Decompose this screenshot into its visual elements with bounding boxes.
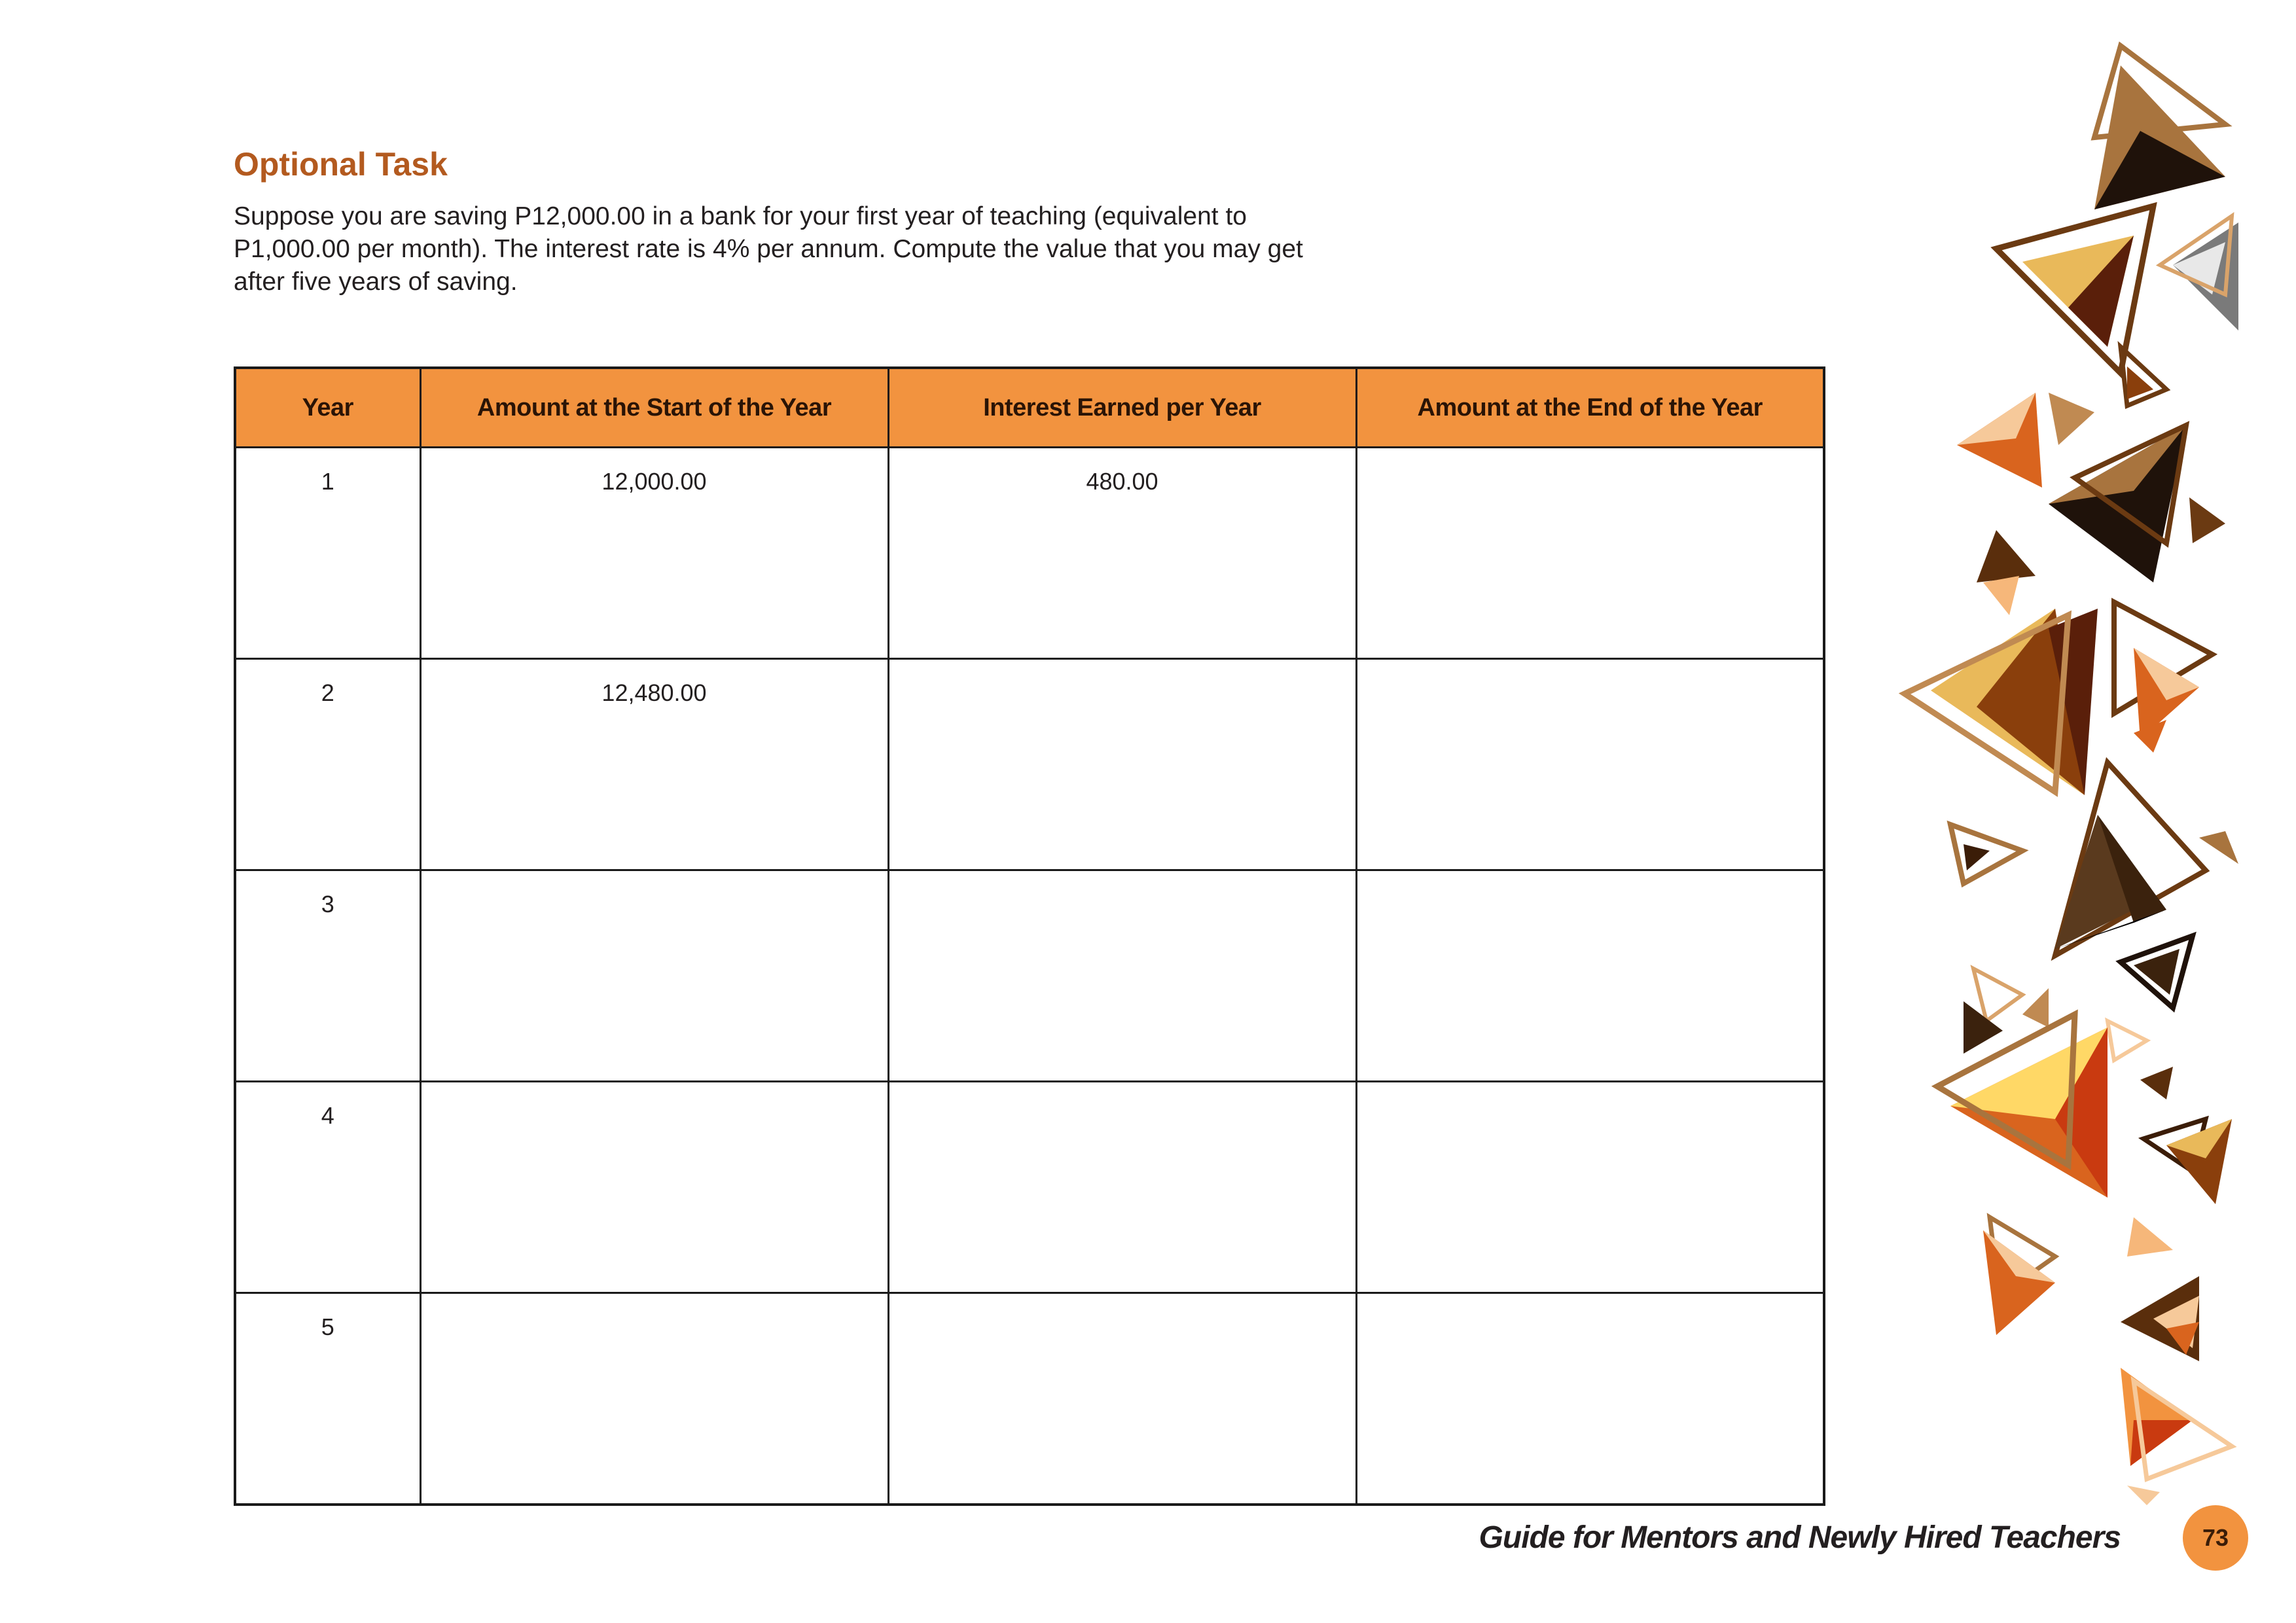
header-year: Year bbox=[235, 368, 420, 448]
cell-amount-start[interactable] bbox=[420, 1082, 888, 1293]
table-header-row bbox=[235, 368, 1824, 448]
instruction-line: after five years of saving. bbox=[234, 268, 518, 296]
page-number-badge: 73 bbox=[2183, 1505, 2248, 1571]
table-row bbox=[235, 448, 1824, 659]
cell-amount-end[interactable] bbox=[1356, 659, 1824, 870]
instruction-line: Suppose you are saving P12,000.00 in a bank for your first year of teaching (equivalent to bbox=[234, 202, 1247, 230]
header-interest: Interest Earned per Year bbox=[888, 368, 1356, 448]
cell-amount-end[interactable] bbox=[1356, 448, 1824, 659]
task-instructions bbox=[234, 200, 1399, 298]
cell-year: 5 bbox=[235, 1293, 420, 1505]
cell-interest[interactable] bbox=[888, 659, 1356, 870]
cell-amount-end[interactable] bbox=[1356, 1293, 1824, 1505]
table-row bbox=[235, 659, 1824, 870]
cell-amount-end[interactable] bbox=[1356, 1082, 1824, 1293]
table-row bbox=[235, 1082, 1824, 1293]
cell-year: 4 bbox=[235, 1082, 420, 1293]
cell-year: 3 bbox=[235, 870, 420, 1082]
cell-year: 1 bbox=[235, 448, 420, 659]
header-amount-end: Amount at the End of the Year bbox=[1356, 368, 1824, 448]
cell-amount-start[interactable]: 12,000.00 bbox=[420, 448, 888, 659]
cell-interest[interactable] bbox=[888, 870, 1356, 1082]
cell-year: 2 bbox=[235, 659, 420, 870]
cell-interest[interactable] bbox=[888, 1082, 1356, 1293]
table-row bbox=[235, 870, 1824, 1082]
geometric-triangles-decoration-icon bbox=[1859, 20, 2296, 1518]
cell-amount-start[interactable] bbox=[420, 870, 888, 1082]
cell-interest[interactable] bbox=[888, 1293, 1356, 1505]
guide-title: Guide for Mentors and Newly Hired Teachers bbox=[1479, 1520, 2121, 1555]
savings-table bbox=[234, 366, 1825, 1506]
task-title: Optional Task bbox=[234, 146, 448, 183]
instruction-line: P1,000.00 per month). The interest rate is 4% per annum. Compute the value that you may get bbox=[234, 235, 1303, 263]
header-amount-start: Amount at the Start of the Year bbox=[420, 368, 888, 448]
cell-interest[interactable]: 480.00 bbox=[888, 448, 1356, 659]
table-row bbox=[235, 1293, 1824, 1505]
cell-amount-start[interactable]: 12,480.00 bbox=[420, 659, 888, 870]
cell-amount-end[interactable] bbox=[1356, 870, 1824, 1082]
cell-amount-start[interactable] bbox=[420, 1293, 888, 1505]
